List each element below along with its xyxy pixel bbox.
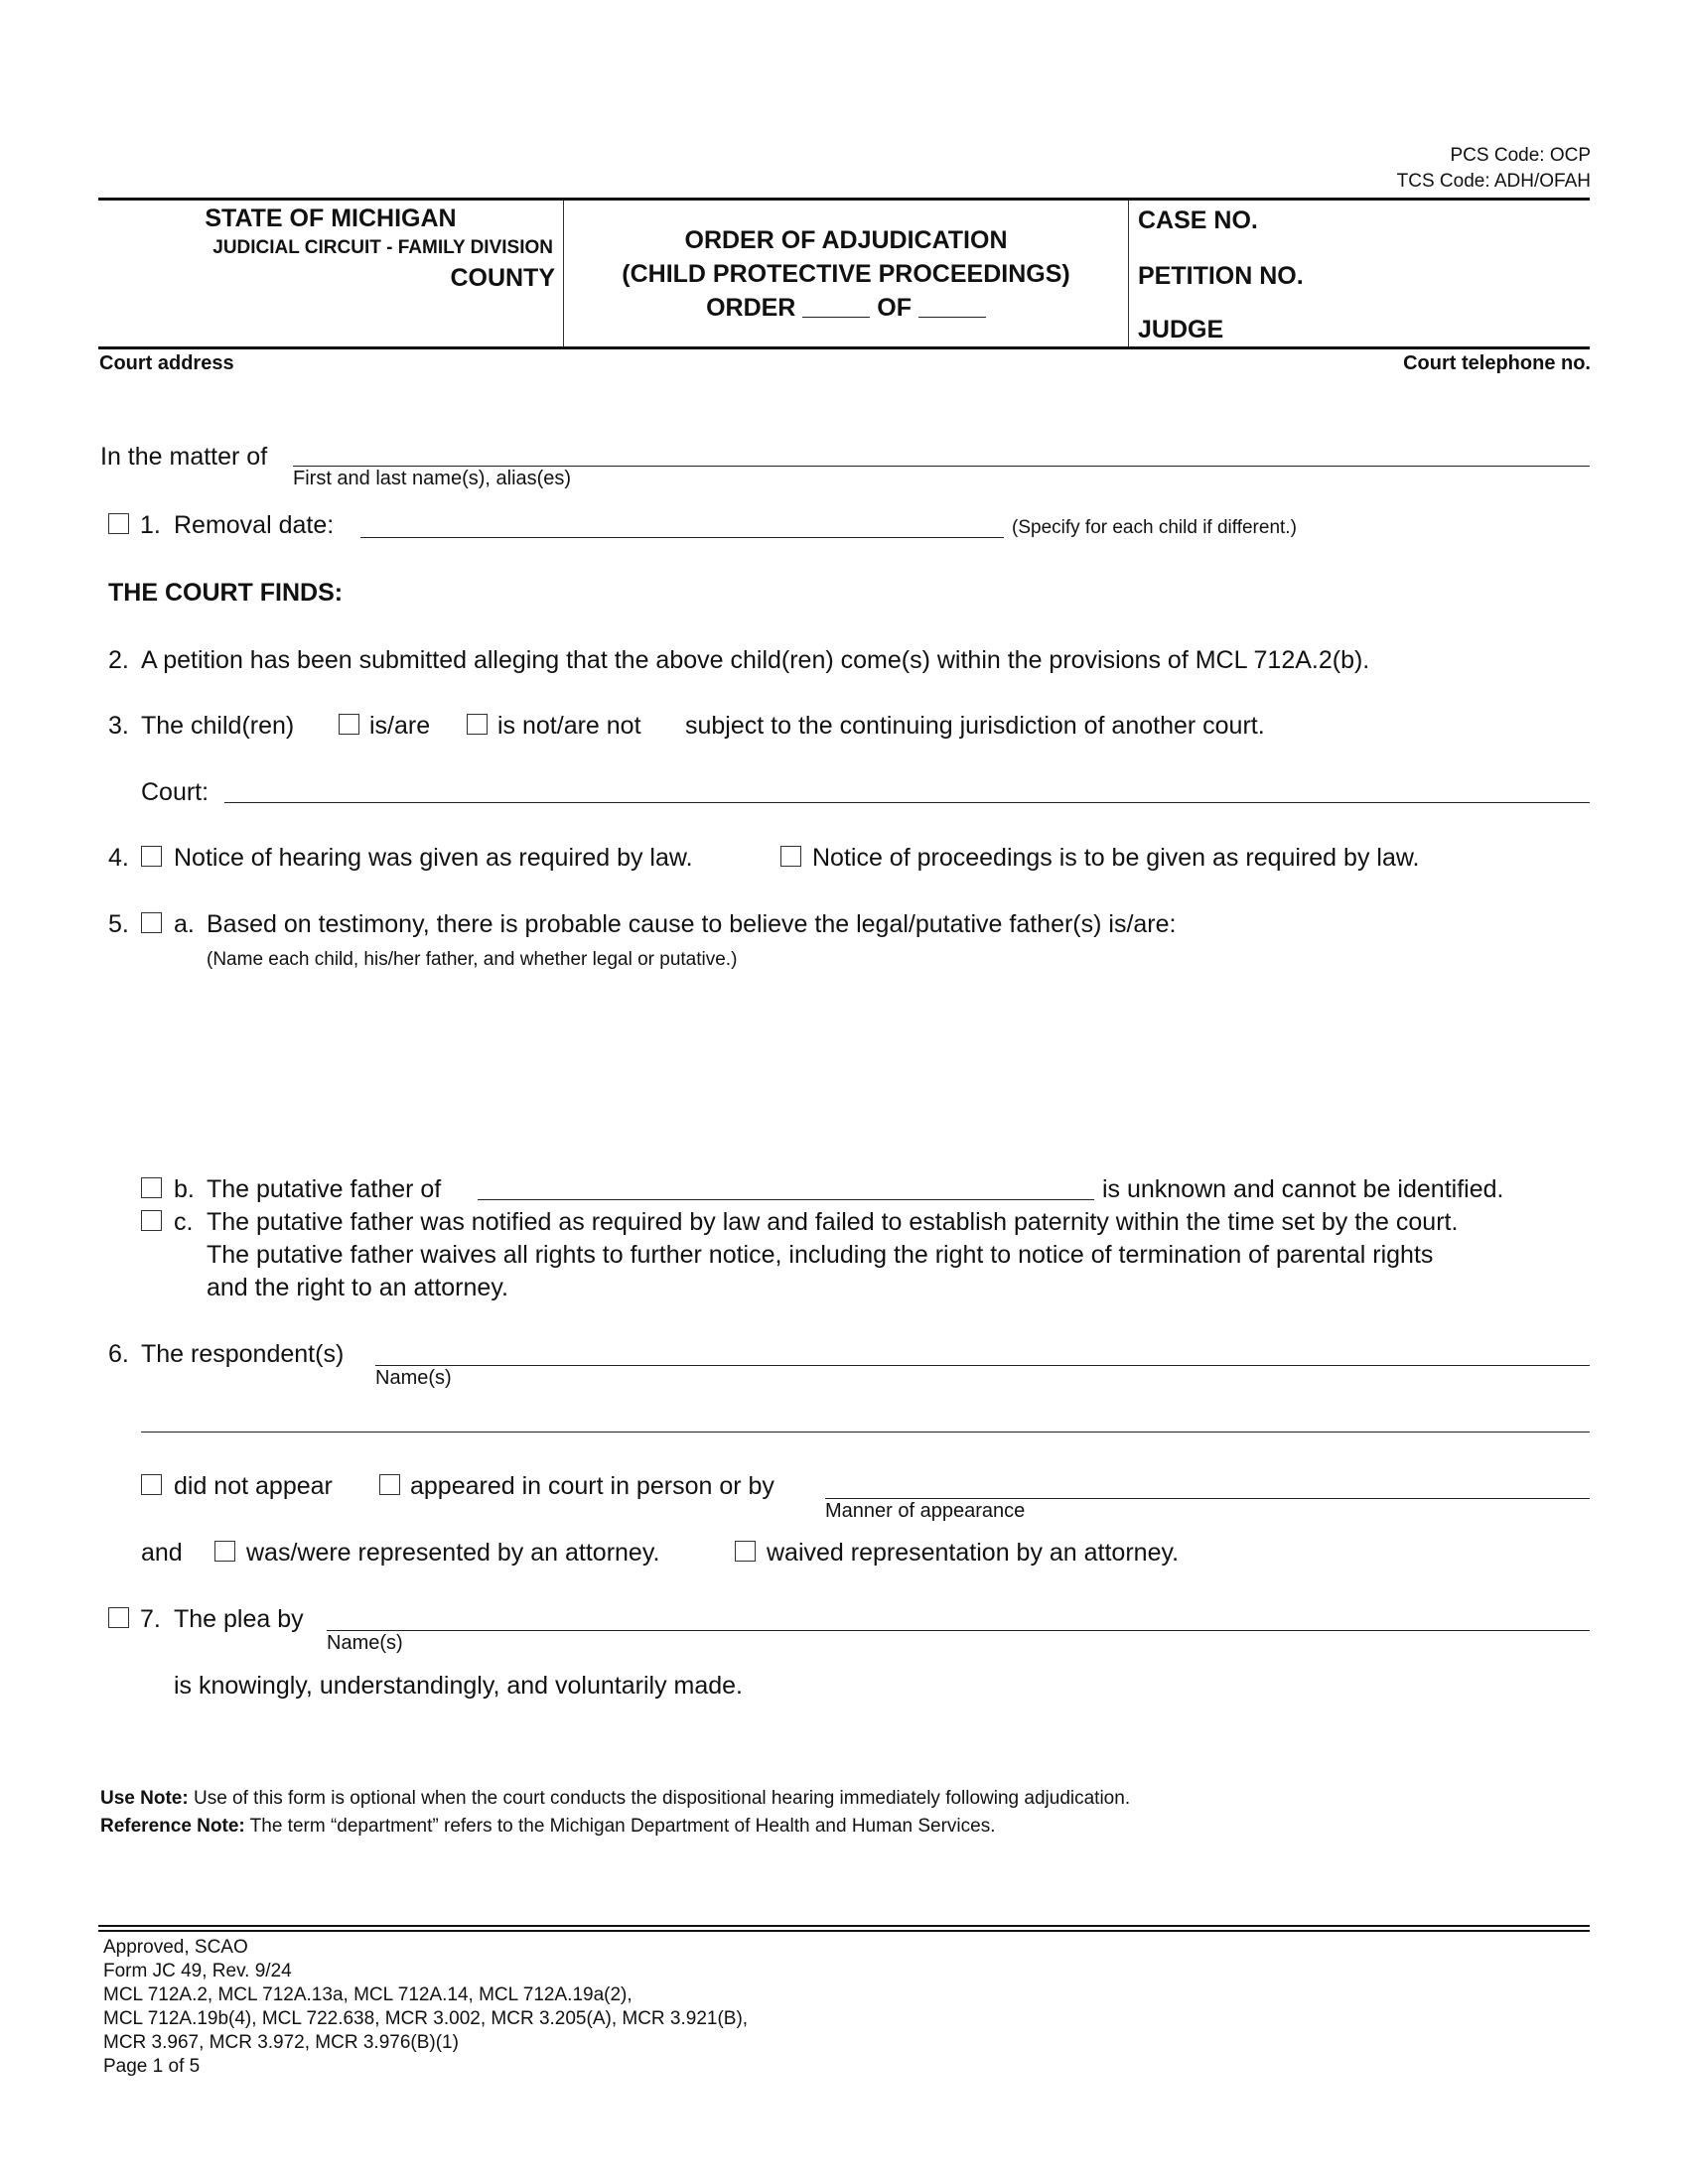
- did-not-appear-label: did not appear: [174, 1472, 333, 1500]
- order-word: ORDER: [706, 294, 796, 322]
- did-not-appear-checkbox[interactable]: [141, 1474, 162, 1495]
- item5a-letter: a.: [174, 910, 195, 938]
- court-finds-heading: THE COURT FINDS:: [108, 579, 344, 607]
- and-word: and: [141, 1539, 183, 1567]
- removal-date-note: (Specify for each child if different.): [1012, 517, 1297, 538]
- judge-label: JUDGE: [1138, 316, 1224, 343]
- item5a-text: Based on testimony, there is probable cause to believe the legal/putative father(s) is/are:: [207, 910, 1177, 938]
- plea-checkbox[interactable]: [108, 1607, 129, 1628]
- notified-father-checkbox[interactable]: [141, 1210, 162, 1231]
- other-court-field[interactable]: [224, 802, 1590, 803]
- court-telephone-label: Court telephone no.: [1403, 352, 1591, 374]
- represented-label: was/were represented by an attorney.: [246, 1539, 660, 1567]
- order-number-field[interactable]: [802, 297, 870, 318]
- item7-number: 7.: [140, 1605, 161, 1633]
- putative-child-field[interactable]: [478, 1199, 1094, 1200]
- item5a-note: (Name each child, his/her father, and whether legal or putative.): [207, 949, 738, 970]
- form-title: ORDER OF ADJUDICATION: [684, 226, 1008, 254]
- plea-names-field[interactable]: [327, 1630, 1590, 1631]
- item7-tail: is knowingly, understandingly, and voluntarily made.: [174, 1672, 743, 1700]
- removal-date-label: Removal date:: [174, 511, 335, 539]
- notice-proceedings-checkbox[interactable]: [780, 846, 801, 867]
- reference-note: [100, 1816, 996, 1838]
- is-are-label: is/are: [369, 712, 431, 740]
- page-number: Page 1 of 5: [103, 2056, 201, 2077]
- is-are-checkbox[interactable]: [339, 714, 359, 735]
- form-subtitle: (CHILD PROTECTIVE PROCEEDINGS): [622, 260, 1070, 288]
- father-details-area[interactable]: [207, 978, 1590, 1157]
- use-note-label: Use Note:: [100, 1788, 189, 1809]
- removal-date-checkbox[interactable]: [108, 513, 129, 534]
- waived-checkbox[interactable]: [735, 1541, 756, 1562]
- pcs-code: PCS Code: OCP: [1450, 145, 1591, 166]
- item2-number: 2.: [108, 646, 129, 674]
- item5c-line1: The putative father was notified as required by law and failed to establish paternity within the time set by the court.: [207, 1208, 1459, 1236]
- footer-authority-3: MCR 3.967, MCR 3.972, MCR 3.976(B)(1): [103, 2032, 459, 2053]
- circuit-label: JUDICIAL CIRCUIT - FAMILY DIVISION: [212, 237, 553, 258]
- court-label: Court:: [141, 778, 210, 806]
- of-word: OF: [877, 294, 912, 322]
- case-no-label: CASE NO.: [1138, 206, 1258, 234]
- appeared-checkbox[interactable]: [379, 1474, 400, 1495]
- reference-note-text: The term “department” refers to the Michigan Department of Health and Human Services.: [249, 1816, 996, 1837]
- notice-hearing-label: Notice of hearing was given as required by law.: [174, 844, 693, 872]
- respondent-names-field[interactable]: [375, 1365, 1590, 1366]
- item7-lead: The plea by: [174, 1605, 304, 1633]
- item5b-lead: The putative father of: [207, 1175, 442, 1203]
- notice-hearing-checkbox[interactable]: [141, 846, 162, 867]
- manner-caption: Manner of appearance: [825, 1500, 1026, 1522]
- notice-proceedings-label: Notice of proceedings is to be given as required by law.: [812, 844, 1420, 872]
- petition-no-label: PETITION NO.: [1138, 262, 1304, 290]
- respondent-names-field-2[interactable]: [141, 1432, 1590, 1433]
- item3-number: 3.: [108, 712, 129, 740]
- matter-name-field[interactable]: [293, 466, 1590, 467]
- item4-number: 4.: [108, 844, 129, 872]
- order-count: [565, 294, 1127, 323]
- order-total-field[interactable]: [918, 297, 986, 318]
- state-name: STATE OF MICHIGAN: [205, 205, 457, 232]
- footer-authority-1: MCL 712A.2, MCL 712A.13a, MCL 712A.14, MCL 712A.19a(2),: [103, 1984, 633, 2005]
- appeared-label: appeared in court in person or by: [410, 1472, 774, 1500]
- reference-note-label: Reference Note:: [100, 1816, 245, 1837]
- tcs-code: TCS Code: ADH/OFAH: [1396, 171, 1591, 192]
- removal-date-field[interactable]: [360, 537, 1004, 538]
- probable-cause-checkbox[interactable]: [141, 912, 162, 933]
- use-note: [100, 1788, 1130, 1810]
- item5c-letter: c.: [174, 1208, 194, 1236]
- represented-checkbox[interactable]: [214, 1541, 235, 1562]
- court-address-label: Court address: [99, 352, 234, 374]
- waived-label: waived representation by an attorney.: [767, 1539, 1180, 1567]
- respondent-caption: Name(s): [375, 1367, 452, 1389]
- footer-authority-2: MCL 712A.19b(4), MCL 722.638, MCR 3.002, MCR 3.205(A), MCR 3.921(B),: [103, 2008, 749, 2029]
- item6-number: 6.: [108, 1340, 129, 1368]
- manner-of-appearance-field[interactable]: [825, 1498, 1590, 1499]
- item5c-line2: The putative father waives all rights to further notice, including the right to notice of termination of parental rights: [207, 1241, 1434, 1269]
- item3-lead: The child(ren): [141, 712, 295, 740]
- matter-caption: First and last name(s), alias(es): [293, 468, 572, 489]
- is-not-checkbox[interactable]: [467, 714, 488, 735]
- unknown-father-checkbox[interactable]: [141, 1177, 162, 1198]
- is-not-label: is not/are not: [497, 712, 641, 740]
- item5c-line3: and the right to an attorney.: [207, 1274, 508, 1301]
- plea-caption: Name(s): [327, 1632, 403, 1654]
- use-note-text: Use of this form is optional when the court conducts the dispositional hearing immediately following adjudication.: [193, 1788, 1131, 1809]
- item5-number: 5.: [108, 910, 129, 938]
- item5b-tail: is unknown and cannot be identified.: [1102, 1175, 1504, 1203]
- footer-approved: Approved, SCAO: [103, 1937, 248, 1958]
- item5b-letter: b.: [174, 1175, 195, 1203]
- item2-text: A petition has been submitted alleging that the above child(ren) come(s) within the provisions of MCL 712A.2(b).: [141, 646, 1370, 674]
- item6-lead: The respondent(s): [141, 1340, 345, 1368]
- footer-form-number: Form JC 49, Rev. 9/24: [103, 1961, 292, 1981]
- county-label: COUNTY: [450, 264, 555, 292]
- item3-tail: subject to the continuing jurisdiction of another court.: [685, 712, 1265, 740]
- matter-label: In the matter of: [100, 443, 268, 471]
- item1-number: 1.: [140, 511, 161, 539]
